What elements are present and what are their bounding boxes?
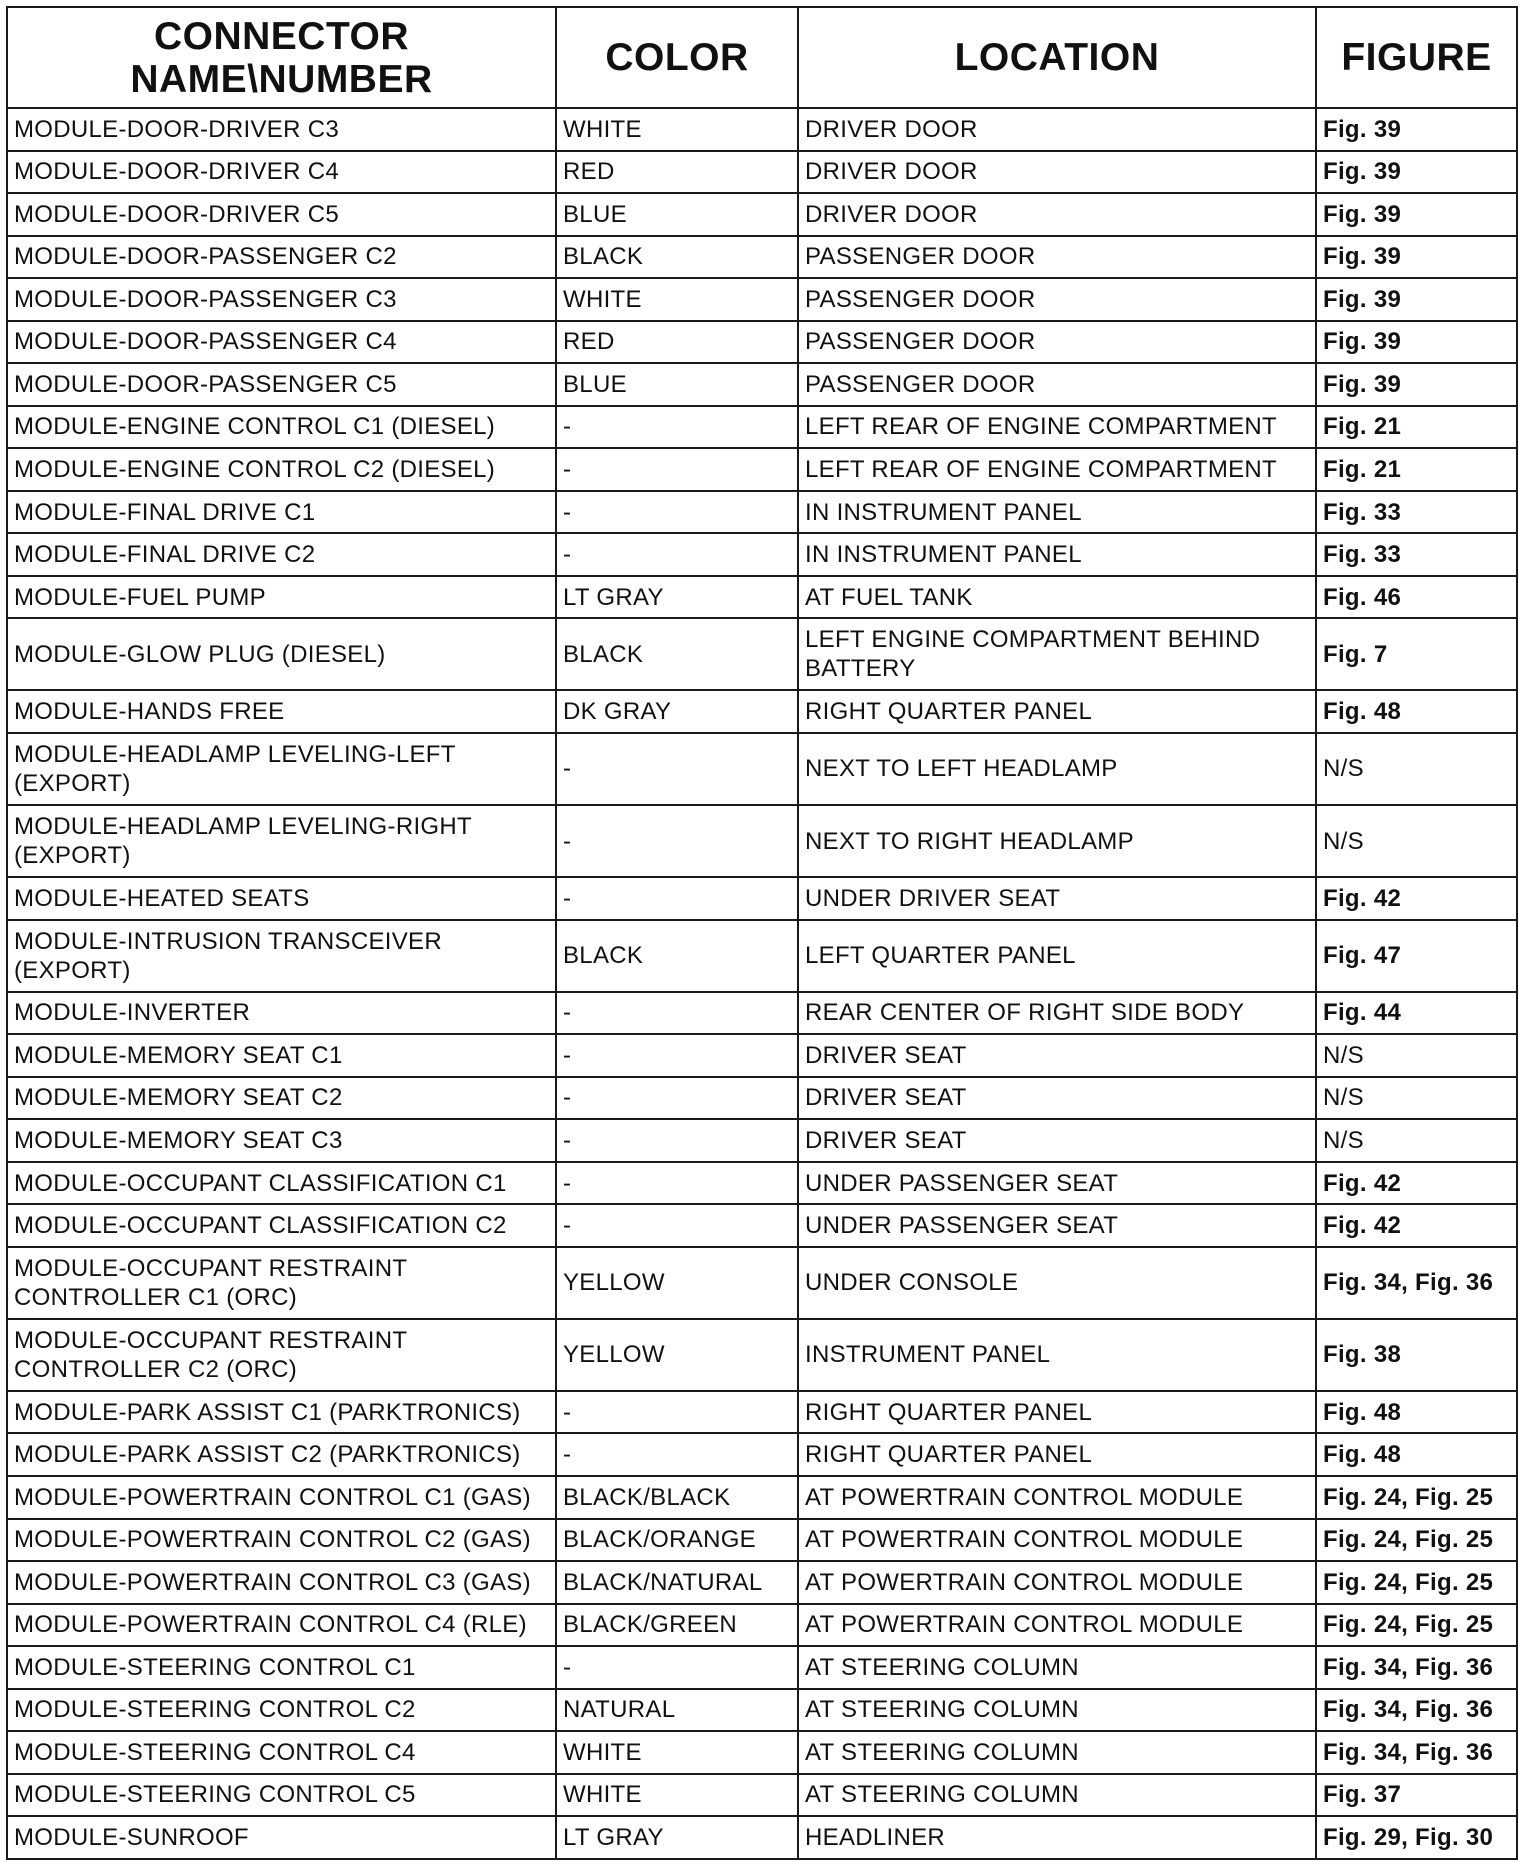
connector-name-cell: MODULE-MEMORY SEAT C1 <box>7 1034 556 1077</box>
header-connector-line2: NAME\NUMBER <box>130 57 433 101</box>
color-cell: WHITE <box>556 1774 798 1817</box>
table-row <box>7 920 1517 992</box>
table-row <box>7 1391 1517 1434</box>
location-cell: LEFT QUARTER PANEL <box>798 920 1316 992</box>
connector-name-cell: MODULE-POWERTRAIN CONTROL C3 (GAS) <box>7 1561 556 1604</box>
figure-cell: Fig. 48 <box>1316 1433 1517 1476</box>
table-row <box>7 1689 1517 1732</box>
connector-name-cell: MODULE-MEMORY SEAT C2 <box>7 1077 556 1120</box>
location-cell: PASSENGER DOOR <box>798 236 1316 279</box>
table-row <box>7 278 1517 321</box>
color-cell: DK GRAY <box>556 690 798 733</box>
table-row <box>7 533 1517 576</box>
connector-name-cell: MODULE-STEERING CONTROL C1 <box>7 1646 556 1689</box>
connector-name-cell: MODULE-DOOR-DRIVER C5 <box>7 193 556 236</box>
color-cell: BLACK <box>556 618 798 690</box>
color-cell: - <box>556 1433 798 1476</box>
location-cell: UNDER DRIVER SEAT <box>798 877 1316 920</box>
color-cell: - <box>556 992 798 1035</box>
figure-cell: Fig. 42 <box>1316 1162 1517 1205</box>
connector-name-cell: MODULE-PARK ASSIST C2 (PARKTRONICS) <box>7 1433 556 1476</box>
table-row <box>7 363 1517 406</box>
header-connector-line1: CONNECTOR <box>153 14 410 58</box>
connector-name-cell: MODULE-OCCUPANT RESTRAINT CONTROLLER C1 (ORC) <box>7 1247 556 1319</box>
figure-cell: Fig. 46 <box>1316 576 1517 619</box>
connector-name-cell: MODULE-ENGINE CONTROL C1 (DIESEL) <box>7 406 556 449</box>
location-cell: UNDER PASSENGER SEAT <box>798 1204 1316 1247</box>
color-cell: LT GRAY <box>556 576 798 619</box>
location-cell: AT POWERTRAIN CONTROL MODULE <box>798 1604 1316 1647</box>
location-cell: PASSENGER DOOR <box>798 321 1316 364</box>
table-row <box>7 406 1517 449</box>
location-cell: LEFT REAR OF ENGINE COMPARTMENT <box>798 448 1316 491</box>
location-cell: DRIVER SEAT <box>798 1119 1316 1162</box>
table-row <box>7 1604 1517 1647</box>
color-cell: RED <box>556 151 798 194</box>
figure-cell: Fig. 44 <box>1316 992 1517 1035</box>
figure-cell: Fig. 38 <box>1316 1319 1517 1391</box>
color-cell: BLACK/ORANGE <box>556 1519 798 1562</box>
color-cell: BLUE <box>556 193 798 236</box>
table-row <box>7 1476 1517 1519</box>
table-row <box>7 108 1517 151</box>
color-cell: - <box>556 406 798 449</box>
connector-name-cell: MODULE-PARK ASSIST C1 (PARKTRONICS) <box>7 1391 556 1434</box>
location-cell: DRIVER DOOR <box>798 193 1316 236</box>
figure-cell: N/S <box>1316 733 1517 805</box>
color-cell: - <box>556 448 798 491</box>
figure-cell: Fig. 29, Fig. 30 <box>1316 1816 1517 1859</box>
figure-cell: Fig. 21 <box>1316 406 1517 449</box>
figure-cell: Fig. 48 <box>1316 1391 1517 1434</box>
connector-name-cell: MODULE-FINAL DRIVE C1 <box>7 491 556 534</box>
figure-cell: Fig. 39 <box>1316 363 1517 406</box>
figure-cell: Fig. 42 <box>1316 877 1517 920</box>
color-cell: - <box>556 1391 798 1434</box>
color-cell: BLACK/NATURAL <box>556 1561 798 1604</box>
color-cell: YELLOW <box>556 1319 798 1391</box>
figure-cell: Fig. 42 <box>1316 1204 1517 1247</box>
connector-name-cell: MODULE-GLOW PLUG (DIESEL) <box>7 618 556 690</box>
figure-cell: Fig. 34, Fig. 36 <box>1316 1731 1517 1774</box>
connector-name-cell: MODULE-DOOR-PASSENGER C5 <box>7 363 556 406</box>
header-row <box>7 7 1517 108</box>
location-cell: RIGHT QUARTER PANEL <box>798 1391 1316 1434</box>
table-header <box>7 7 1517 108</box>
connector-name-cell: MODULE-POWERTRAIN CONTROL C4 (RLE) <box>7 1604 556 1647</box>
figure-cell: Fig. 24, Fig. 25 <box>1316 1561 1517 1604</box>
connector-name-cell: MODULE-FUEL PUMP <box>7 576 556 619</box>
figure-cell: Fig. 39 <box>1316 108 1517 151</box>
connector-name-cell: MODULE-STEERING CONTROL C2 <box>7 1689 556 1732</box>
figure-cell: N/S <box>1316 1119 1517 1162</box>
table-body <box>7 108 1517 1859</box>
figure-cell: Fig. 34, Fig. 36 <box>1316 1646 1517 1689</box>
location-cell: PASSENGER DOOR <box>798 363 1316 406</box>
connector-name-cell: MODULE-HEADLAMP LEVELING-RIGHT (EXPORT) <box>7 805 556 877</box>
table-row <box>7 1519 1517 1562</box>
figure-cell: Fig. 39 <box>1316 278 1517 321</box>
connector-name-cell: MODULE-DOOR-DRIVER C3 <box>7 108 556 151</box>
connector-name-cell: MODULE-POWERTRAIN CONTROL C1 (GAS) <box>7 1476 556 1519</box>
location-cell: RIGHT QUARTER PANEL <box>798 690 1316 733</box>
figure-cell: Fig. 33 <box>1316 491 1517 534</box>
table-row <box>7 992 1517 1035</box>
figure-cell: N/S <box>1316 1077 1517 1120</box>
location-cell: DRIVER SEAT <box>798 1034 1316 1077</box>
figure-cell: Fig. 33 <box>1316 533 1517 576</box>
header-location: LOCATION <box>798 7 1316 108</box>
color-cell: RED <box>556 321 798 364</box>
location-cell: INSTRUMENT PANEL <box>798 1319 1316 1391</box>
table-row <box>7 448 1517 491</box>
figure-cell: Fig. 24, Fig. 25 <box>1316 1476 1517 1519</box>
figure-cell: Fig. 34, Fig. 36 <box>1316 1247 1517 1319</box>
connector-name-cell: MODULE-ENGINE CONTROL C2 (DIESEL) <box>7 448 556 491</box>
location-cell: REAR CENTER OF RIGHT SIDE BODY <box>798 992 1316 1035</box>
table-row <box>7 1319 1517 1391</box>
location-cell: AT STEERING COLUMN <box>798 1774 1316 1817</box>
color-cell: BLUE <box>556 363 798 406</box>
connector-name-cell: MODULE-OCCUPANT RESTRAINT CONTROLLER C2 (ORC) <box>7 1319 556 1391</box>
color-cell: WHITE <box>556 278 798 321</box>
location-cell: DRIVER DOOR <box>798 151 1316 194</box>
header-color: COLOR <box>556 7 798 108</box>
table-row <box>7 1731 1517 1774</box>
connector-name-cell: MODULE-DOOR-PASSENGER C3 <box>7 278 556 321</box>
location-cell: LEFT REAR OF ENGINE COMPARTMENT <box>798 406 1316 449</box>
color-cell: - <box>556 1204 798 1247</box>
header-figure: FIGURE <box>1316 7 1517 108</box>
table-row <box>7 1077 1517 1120</box>
color-cell: WHITE <box>556 108 798 151</box>
color-cell: - <box>556 1646 798 1689</box>
table-row <box>7 491 1517 534</box>
connector-name-cell: MODULE-STEERING CONTROL C4 <box>7 1731 556 1774</box>
figure-cell: Fig. 24, Fig. 25 <box>1316 1519 1517 1562</box>
color-cell: BLACK/BLACK <box>556 1476 798 1519</box>
location-cell: PASSENGER DOOR <box>798 278 1316 321</box>
figure-cell: Fig. 34, Fig. 36 <box>1316 1689 1517 1732</box>
location-cell: AT STEERING COLUMN <box>798 1646 1316 1689</box>
location-cell: DRIVER SEAT <box>798 1077 1316 1120</box>
location-cell: AT FUEL TANK <box>798 576 1316 619</box>
table-row <box>7 1774 1517 1817</box>
location-cell: AT STEERING COLUMN <box>798 1689 1316 1732</box>
location-cell: AT POWERTRAIN CONTROL MODULE <box>798 1519 1316 1562</box>
table-row <box>7 576 1517 619</box>
connector-name-cell: MODULE-SUNROOF <box>7 1816 556 1859</box>
figure-cell: Fig. 39 <box>1316 151 1517 194</box>
color-cell: WHITE <box>556 1731 798 1774</box>
color-cell: BLACK <box>556 236 798 279</box>
connector-table <box>6 6 1518 1860</box>
table-row <box>7 690 1517 733</box>
color-cell: - <box>556 1077 798 1120</box>
connector-name-cell: MODULE-POWERTRAIN CONTROL C2 (GAS) <box>7 1519 556 1562</box>
table-row <box>7 1646 1517 1689</box>
figure-cell: N/S <box>1316 805 1517 877</box>
table-row <box>7 805 1517 877</box>
color-cell: - <box>556 877 798 920</box>
connector-name-cell: MODULE-STEERING CONTROL C5 <box>7 1774 556 1817</box>
connector-name-cell: MODULE-HEATED SEATS <box>7 877 556 920</box>
location-cell: AT POWERTRAIN CONTROL MODULE <box>798 1561 1316 1604</box>
table-row <box>7 236 1517 279</box>
location-cell: AT STEERING COLUMN <box>798 1731 1316 1774</box>
table-row <box>7 1816 1517 1859</box>
figure-cell: Fig. 21 <box>1316 448 1517 491</box>
connector-name-cell: MODULE-MEMORY SEAT C3 <box>7 1119 556 1162</box>
color-cell: - <box>556 533 798 576</box>
connector-name-cell: MODULE-OCCUPANT CLASSIFICATION C2 <box>7 1204 556 1247</box>
table-row <box>7 1204 1517 1247</box>
color-cell: NATURAL <box>556 1689 798 1732</box>
figure-cell: Fig. 48 <box>1316 690 1517 733</box>
color-cell: - <box>556 1162 798 1205</box>
table-row <box>7 1433 1517 1476</box>
figure-cell: N/S <box>1316 1034 1517 1077</box>
location-cell: LEFT ENGINE COMPARTMENT BEHIND BATTERY <box>798 618 1316 690</box>
connector-name-cell: MODULE-DOOR-DRIVER C4 <box>7 151 556 194</box>
connector-name-cell: MODULE-HANDS FREE <box>7 690 556 733</box>
location-cell: IN INSTRUMENT PANEL <box>798 491 1316 534</box>
table-row <box>7 193 1517 236</box>
location-cell: NEXT TO RIGHT HEADLAMP <box>798 805 1316 877</box>
table-row <box>7 321 1517 364</box>
header-connector-name <box>7 7 556 108</box>
location-cell: DRIVER DOOR <box>798 108 1316 151</box>
location-cell: NEXT TO LEFT HEADLAMP <box>798 733 1316 805</box>
color-cell: BLACK/GREEN <box>556 1604 798 1647</box>
table-row <box>7 1034 1517 1077</box>
location-cell: UNDER CONSOLE <box>798 1247 1316 1319</box>
connector-name-cell: MODULE-OCCUPANT CLASSIFICATION C1 <box>7 1162 556 1205</box>
connector-name-cell: MODULE-HEADLAMP LEVELING-LEFT (EXPORT) <box>7 733 556 805</box>
location-cell: HEADLINER <box>798 1816 1316 1859</box>
location-cell: AT POWERTRAIN CONTROL MODULE <box>798 1476 1316 1519</box>
color-cell: - <box>556 805 798 877</box>
color-cell: YELLOW <box>556 1247 798 1319</box>
color-cell: BLACK <box>556 920 798 992</box>
connector-name-cell: MODULE-INVERTER <box>7 992 556 1035</box>
color-cell: - <box>556 1034 798 1077</box>
connector-name-cell: MODULE-INTRUSION TRANSCEIVER (EXPORT) <box>7 920 556 992</box>
figure-cell: Fig. 47 <box>1316 920 1517 992</box>
connector-name-cell: MODULE-DOOR-PASSENGER C2 <box>7 236 556 279</box>
figure-cell: Fig. 7 <box>1316 618 1517 690</box>
table-row <box>7 1162 1517 1205</box>
table-row <box>7 1247 1517 1319</box>
table-row <box>7 877 1517 920</box>
connector-name-cell: MODULE-FINAL DRIVE C2 <box>7 533 556 576</box>
figure-cell: Fig. 24, Fig. 25 <box>1316 1604 1517 1647</box>
table-row <box>7 151 1517 194</box>
table-row <box>7 1119 1517 1162</box>
figure-cell: Fig. 37 <box>1316 1774 1517 1817</box>
connector-name-cell: MODULE-DOOR-PASSENGER C4 <box>7 321 556 364</box>
location-cell: UNDER PASSENGER SEAT <box>798 1162 1316 1205</box>
color-cell: - <box>556 491 798 534</box>
figure-cell: Fig. 39 <box>1316 321 1517 364</box>
color-cell: LT GRAY <box>556 1816 798 1859</box>
location-cell: IN INSTRUMENT PANEL <box>798 533 1316 576</box>
table-row <box>7 1561 1517 1604</box>
table-row <box>7 733 1517 805</box>
table-row <box>7 618 1517 690</box>
figure-cell: Fig. 39 <box>1316 236 1517 279</box>
location-cell: RIGHT QUARTER PANEL <box>798 1433 1316 1476</box>
color-cell: - <box>556 1119 798 1162</box>
figure-cell: Fig. 39 <box>1316 193 1517 236</box>
color-cell: - <box>556 733 798 805</box>
